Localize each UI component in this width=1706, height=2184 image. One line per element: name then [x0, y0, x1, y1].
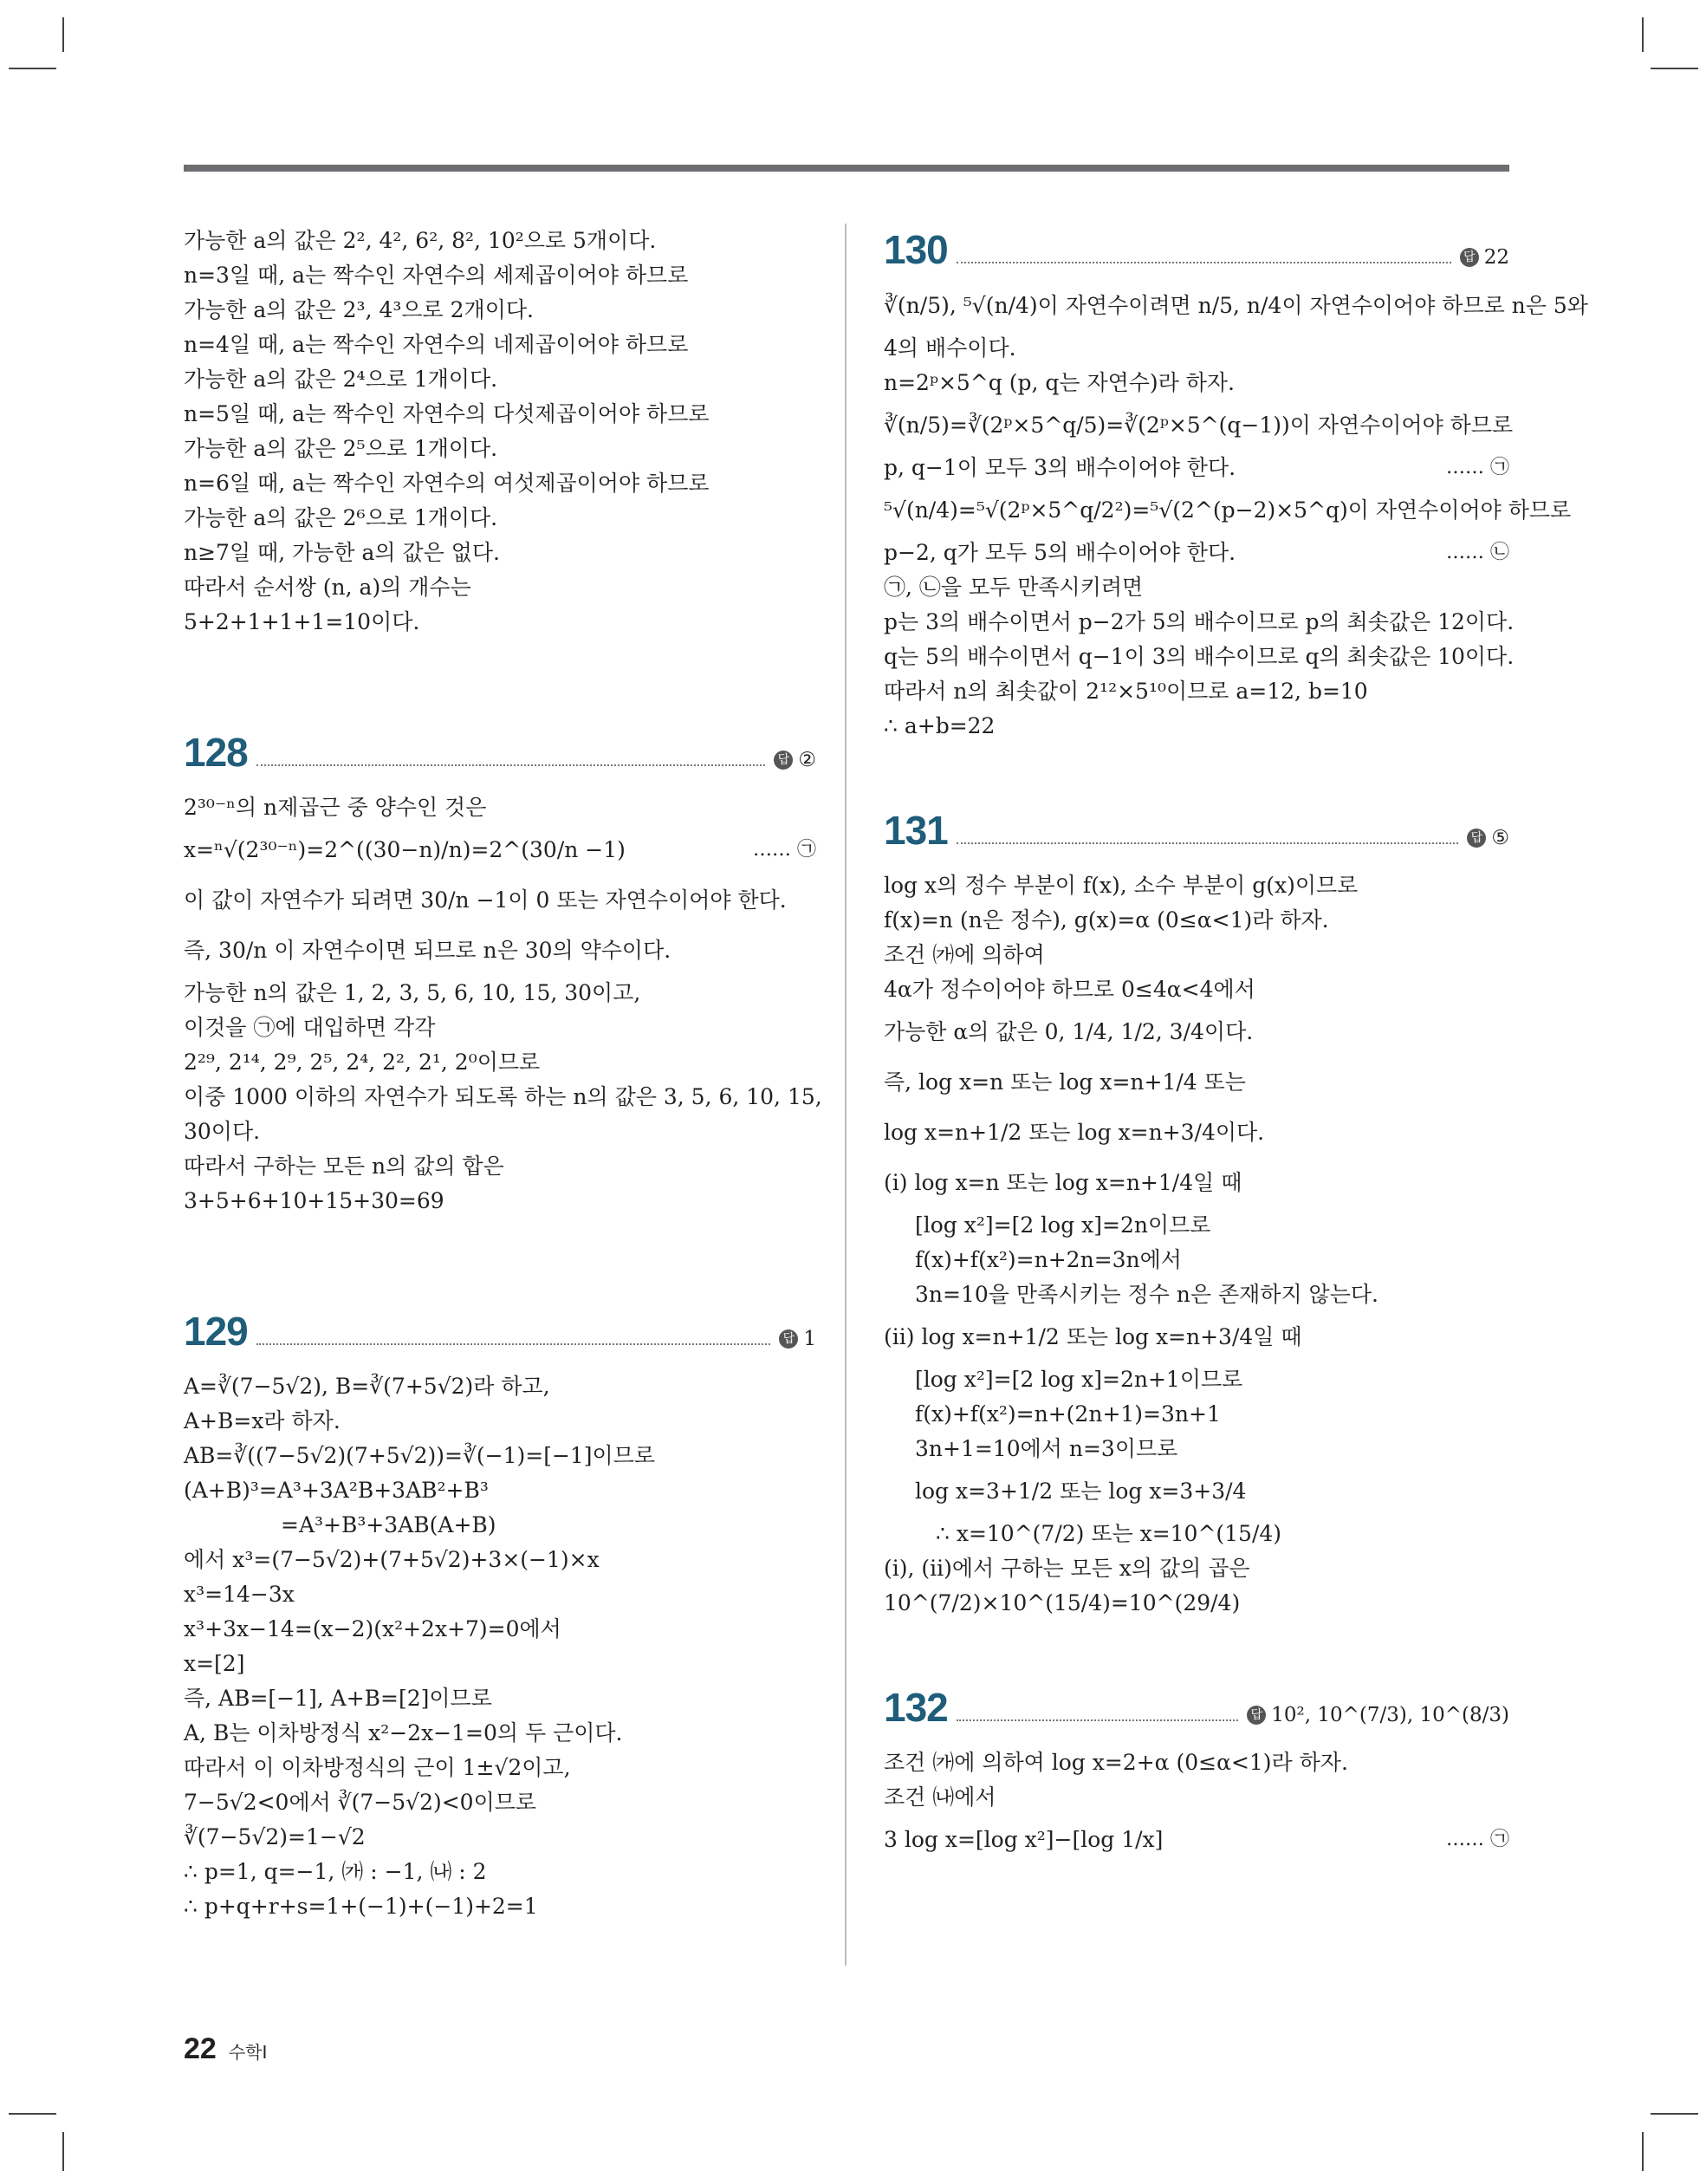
- answer-value: 10², 10^(7/3), 10^(8/3): [1271, 1704, 1509, 1726]
- text-line: [log x²]=[2 log x]=2n이므로: [915, 1212, 1211, 1238]
- answer-badge: 답: [1460, 248, 1479, 267]
- text-line: 3+5+6+10+15+30=69: [184, 1188, 444, 1213]
- text-line: 가능한 n의 값은 1, 2, 3, 5, 6, 10, 15, 30이고,: [184, 980, 641, 1005]
- problem-header: [884, 804, 1509, 856]
- answer-value: 22: [1483, 246, 1509, 269]
- problem-130: [884, 224, 1588, 744]
- text-line: f(x)=n (n은 정수), g(x)=α (0≤α<1)라 하자.: [884, 907, 1329, 933]
- text-line: 가능한 a의 값은 2³, 4³으로 2개이다.: [184, 297, 534, 322]
- page-footer: [184, 2032, 267, 2066]
- text-line: ∴ p+q+r+s=1+(−1)+(−1)+2=1: [184, 1894, 538, 1919]
- text-line: 2²⁹, 2¹⁴, 2⁹, 2⁵, 2⁴, 2², 2¹, 2⁰이므로: [184, 1050, 541, 1075]
- text-line: 따라서 순서쌍 (n, a)의 개수는: [184, 575, 471, 600]
- crop-mark: [9, 68, 56, 69]
- continued-solution: [184, 224, 816, 640]
- text-line: 가능한 a의 값은 2⁵으로 1개이다.: [184, 436, 498, 461]
- equation-mark: …… ㉠: [753, 839, 816, 861]
- leader-dots: [957, 262, 1451, 263]
- text-line: f(x)+f(x²)=n+2n=3n에서: [915, 1247, 1182, 1272]
- text-line: 따라서 이 이차방정식의 근이 1±√2이고,: [184, 1755, 571, 1780]
- text-line: ∛(7−5√2)=1−√2: [184, 1824, 366, 1849]
- spacer: [884, 1621, 1509, 1681]
- problem-header: [884, 1681, 1509, 1733]
- page-number: 22: [184, 2032, 217, 2065]
- answer-value: ②: [798, 749, 816, 771]
- text-line: log x의 정수 부분이 f(x), 소수 부분이 g(x)이므로: [884, 873, 1359, 898]
- text-line: n=2ᵖ×5^q (p, q는 자연수)라 하자.: [884, 370, 1236, 395]
- crop-mark: [1651, 68, 1698, 69]
- equation-line: [884, 1815, 1509, 1865]
- answer: [1460, 244, 1509, 270]
- text-line: ∴ a+b=22: [884, 713, 996, 738]
- text-line: A+B=x라 하자.: [184, 1408, 341, 1433]
- equation-mark: …… ㉠: [1446, 457, 1509, 478]
- leader-dots: [256, 1343, 771, 1345]
- text-line: n=3일 때, a는 짝수인 자연수의 세제곱이어야 하므로: [184, 263, 689, 288]
- text-line: x³=14−3x: [184, 1582, 295, 1607]
- text-line: (ⅱ) log x=n+1/2 또는 log x=n+3/4일 때: [884, 1324, 1302, 1349]
- problem-header: [884, 224, 1509, 276]
- text-line: 조건 ㈎에 의하여: [884, 942, 1045, 967]
- leader-dots: [957, 842, 1459, 844]
- text-line: ⁵√(n/4)=⁵√(2ᵖ×5^q/2²)=⁵√(2^(p−2)×5^q)이 자연수이어야 하므로: [884, 497, 1572, 523]
- text-line: 가능한 a의 값은 2⁶으로 1개이다.: [184, 505, 498, 530]
- crop-mark: [1651, 2113, 1698, 2115]
- text-line: 즉, 30/n 이 자연수이면 되므로 n은 30의 약수이다.: [184, 938, 671, 963]
- text-line: 30이다.: [184, 1119, 261, 1144]
- crop-mark: [9, 2113, 56, 2115]
- text-line: 즉, AB=[−1], A+B=[2]이므로: [184, 1686, 492, 1711]
- problem-number: 130: [884, 227, 948, 272]
- text-line: 가능한 α의 값은 0, 1/4, 1/2, 3/4이다.: [884, 1019, 1254, 1044]
- text-line: 에서 x³=(7−5√2)+(7+5√2)+3×(−1)×x: [184, 1547, 600, 1572]
- text-line: AB=∛((7−5√2)(7+5√2))=∛(−1)=[−1]이므로: [184, 1443, 656, 1468]
- text-line: 가능한 a의 값은 2⁴으로 1개이다.: [184, 367, 498, 392]
- answer-badge: 답: [774, 751, 793, 770]
- column-divider: [845, 224, 847, 1966]
- problem-number: 129: [184, 1309, 248, 1354]
- equation-line: [184, 825, 816, 875]
- text-line: 가능한 a의 값은 2², 4², 6², 8², 10²으로 5개이다.: [184, 228, 657, 253]
- text-line: n=5일 때, a는 짝수인 자연수의 다섯제곱이어야 하므로: [184, 401, 710, 426]
- text-line: [log x²]=[2 log x]=2n+1이므로: [915, 1367, 1243, 1392]
- problem-number: 132: [884, 1685, 948, 1730]
- text-line: A, B는 이차방정식 x²−2x−1=0의 두 근이다.: [184, 1720, 623, 1745]
- answer-value: 1: [803, 1328, 816, 1350]
- crop-mark: [62, 17, 64, 52]
- text-line: f(x)+f(x²)=n+(2n+1)=3n+1: [915, 1401, 1221, 1427]
- problem-132: [884, 1681, 1509, 1865]
- answer-badge: 답: [779, 1329, 798, 1349]
- equation: p, q−1이 모두 3의 배수이어야 한다.: [884, 455, 1236, 480]
- text-line: 10^(7/2)×10^(15/4)=10^(29/4): [884, 1590, 1241, 1615]
- spacer: [884, 744, 1509, 804]
- answer-value: ⑤: [1491, 827, 1509, 849]
- text-line: x³+3x−14=(x−2)(x²+2x+7)=0에서: [184, 1616, 561, 1641]
- text-line: (ⅰ) log x=n 또는 log x=n+1/4일 때: [884, 1170, 1242, 1195]
- problem-129: [184, 1305, 816, 1924]
- top-rule: [184, 165, 1509, 172]
- right-column: [884, 224, 1588, 1865]
- crop-mark: [62, 2132, 64, 2171]
- left-column: [184, 224, 822, 1924]
- text-line: x=[2]: [184, 1651, 245, 1676]
- answer: [1247, 1702, 1509, 1728]
- text-line: 이것을 ㉠에 대입하면 각각: [184, 1015, 436, 1040]
- text-line: 4α가 정수이어야 하므로 0≤4α<4에서: [884, 977, 1255, 1002]
- problem-128: [184, 726, 822, 1219]
- text-line: n=6일 때, a는 짝수인 자연수의 여섯제곱이어야 하므로: [184, 471, 710, 496]
- equation-mark: …… ㉠: [1446, 1829, 1509, 1850]
- text-line: 5+2+1+1+1=10이다.: [184, 609, 420, 634]
- text-line: n=4일 때, a는 짝수인 자연수의 네제곱이어야 하므로: [184, 332, 689, 357]
- answer-badge: 답: [1467, 829, 1486, 848]
- text-line: 4의 배수이다.: [884, 335, 1016, 361]
- text-line: p는 3의 배수이면서 p−2가 5의 배수이므로 p의 최솟값은 12이다.: [884, 609, 1515, 634]
- answer-badge: 답: [1247, 1706, 1266, 1725]
- crop-mark: [1642, 2132, 1644, 2171]
- text-line: 3n=10을 만족시키는 정수 n은 존재하지 않는다.: [915, 1282, 1378, 1307]
- text-line: 이중 1000 이하의 자연수가 되도록 하는 n의 값은 3, 5, 6, 10, 15,: [184, 1084, 822, 1109]
- text-line: log x=3+1/2 또는 log x=3+3/4: [915, 1479, 1247, 1504]
- leader-dots: [256, 764, 766, 766]
- text-line: 조건 ㈏에서: [884, 1784, 996, 1810]
- text-line: 따라서 구하는 모든 n의 값의 합은: [184, 1154, 504, 1179]
- text-line: ∛(n/5)=∛(2ᵖ×5^q/5)=∛(2ᵖ×5^(q−1))이 자연수이어야 하므로: [884, 413, 1514, 438]
- equation: p−2, q가 모두 5의 배수이어야 한다.: [884, 540, 1236, 565]
- text-line: ∛(n/5), ⁵√(n/4)이 자연수이려면 n/5, n/4이 자연수이어야 하므로 n은 5와: [884, 293, 1588, 318]
- equation: 3 log x=[log x²]−[log 1/x]: [884, 1827, 1164, 1852]
- answer: [779, 1326, 816, 1352]
- text-line: 7−5√2<0에서 ∛(7−5√2)<0이므로: [184, 1790, 537, 1815]
- text-line: n≥7일 때, 가능한 a의 값은 없다.: [184, 540, 500, 565]
- text-line: (A+B)³=A³+3A²B+3AB²+B³: [184, 1478, 489, 1503]
- spacer: [184, 640, 816, 726]
- text-line: ㉠, ㉡을 모두 만족시키려면: [884, 575, 1144, 600]
- text-line: 2³⁰⁻ⁿ의 n제곱근 중 양수인 것은: [184, 795, 487, 820]
- equation-line: [884, 451, 1509, 485]
- problem-header: [184, 1305, 816, 1357]
- leader-dots: [957, 1719, 1239, 1721]
- text-line: A=∛(7−5√2), B=∛(7+5√2)라 하고,: [184, 1374, 550, 1399]
- text-line: 조건 ㈎에 의하여 log x=2+α (0≤α<1)라 하자.: [884, 1750, 1348, 1775]
- text-line: (ⅰ), (ⅱ)에서 구하는 모든 x의 값의 곱은: [884, 1556, 1250, 1581]
- equation-line: [884, 536, 1509, 570]
- problem-131: [884, 804, 1509, 1621]
- problem-number: 131: [884, 808, 948, 853]
- subject-label: 수학Ⅰ: [228, 2042, 268, 2063]
- equation: x=ⁿ√(2³⁰⁻ⁿ)=2^((30−n)/n)=2^(30/n −1): [184, 837, 626, 862]
- text-line: 3n+1=10에서 n=3이므로: [915, 1436, 1178, 1461]
- spacer: [184, 1219, 816, 1305]
- answer: [1467, 825, 1509, 851]
- crop-mark: [1642, 17, 1644, 52]
- text-line: ∴ p=1, q=−1, ㈎ : −1, ㈏ : 2: [184, 1859, 487, 1884]
- text-line: log x=n+1/2 또는 log x=n+3/4이다.: [884, 1120, 1265, 1145]
- equation-mark: …… ㉡: [1446, 542, 1509, 563]
- text-line: =A³+B³+3AB(A+B): [281, 1512, 496, 1537]
- text-line: 즉, log x=n 또는 log x=n+1/4 또는: [884, 1069, 1246, 1095]
- problem-header: [184, 726, 816, 778]
- answer: [774, 747, 816, 773]
- problem-number: 128: [184, 730, 248, 775]
- text-line: 이 값이 자연수가 되려면 30/n −1이 0 또는 자연수이어야 한다.: [184, 887, 787, 913]
- text-line: 따라서 n의 최솟값이 2¹²×5¹⁰이므로 a=12, b=10: [884, 679, 1368, 704]
- text-line: ∴ x=10^(7/2) 또는 x=10^(15/4): [936, 1521, 1282, 1546]
- text-line: q는 5의 배수이면서 q−1이 3의 배수이므로 q의 최솟값은 10이다.: [884, 644, 1515, 669]
